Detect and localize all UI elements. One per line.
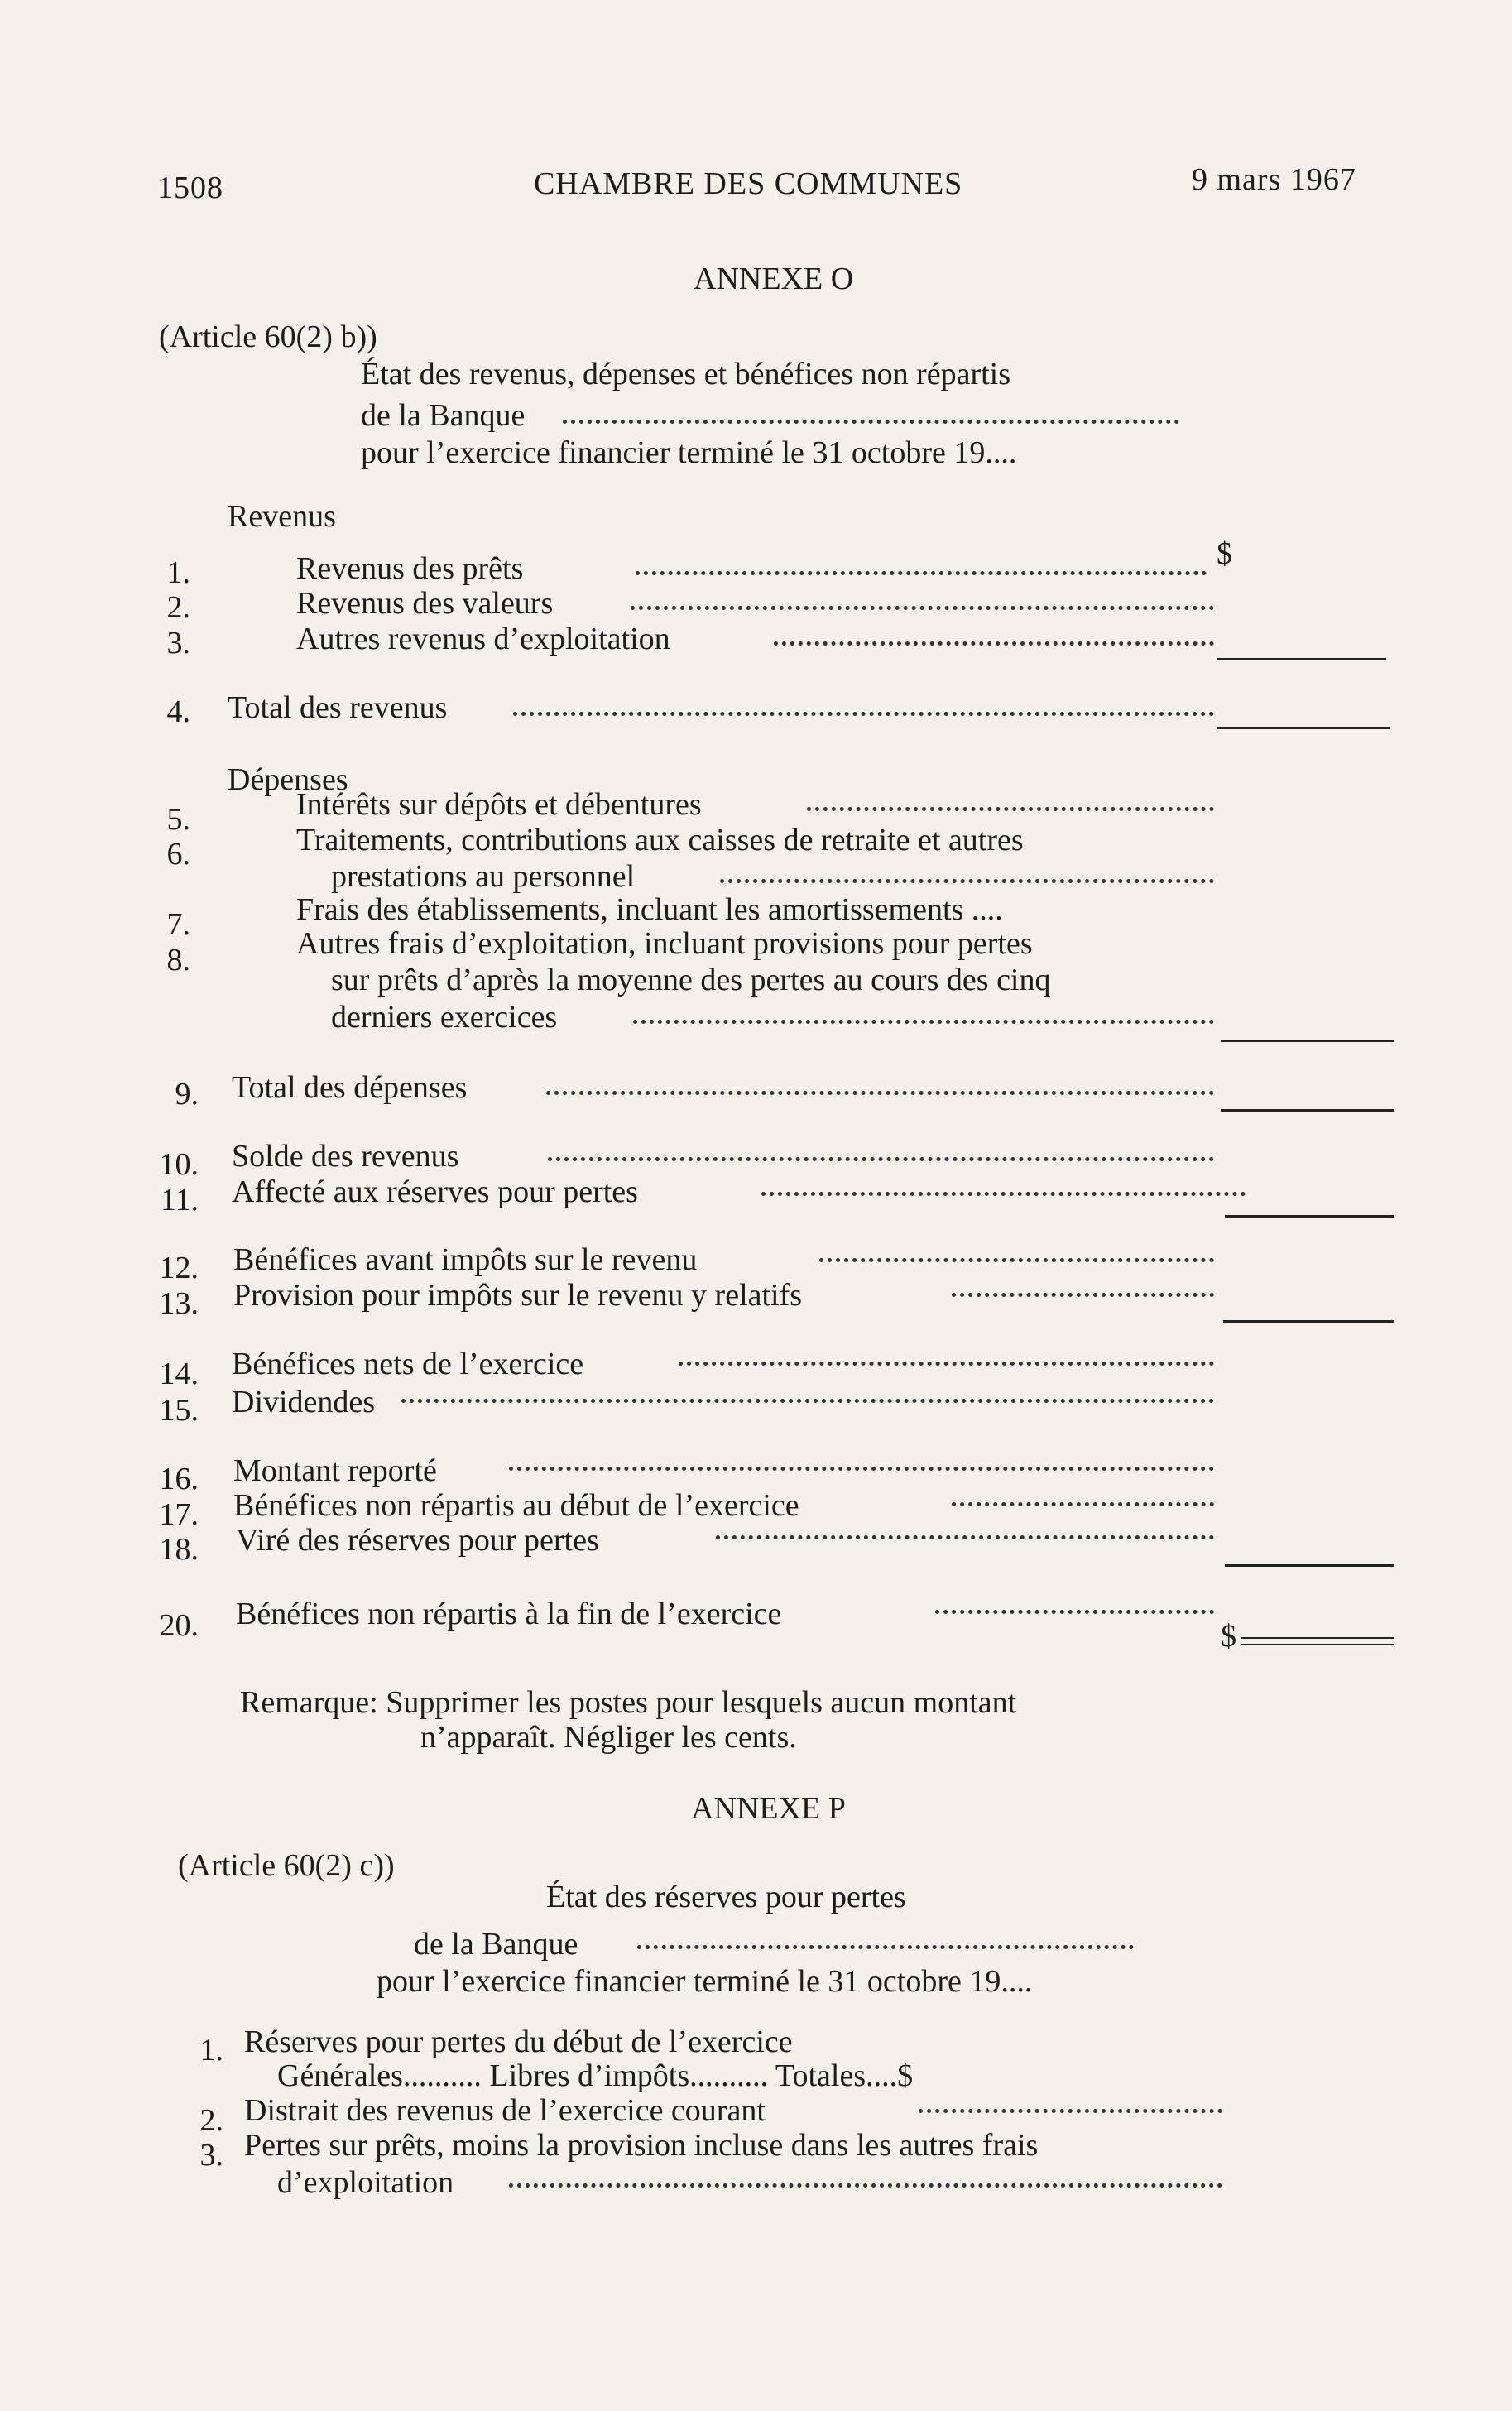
dollar-sign: $ <box>1217 536 1232 571</box>
leader-dots <box>952 1293 1214 1297</box>
item-text-continuation: derniers exercices <box>331 1000 558 1035</box>
item-number: 2. <box>199 2103 223 2138</box>
sum-rule <box>1217 727 1390 729</box>
item-text: Solde des revenus <box>232 1139 459 1174</box>
dollar-sign: $ <box>1221 1619 1236 1654</box>
item-number: 2. <box>166 590 190 625</box>
item-number: 17. <box>159 1497 199 1532</box>
item-text: Revenus des prêts <box>296 551 524 586</box>
annexe-o-statement-line-1: État des revenus, dépenses et bénéfices non répartis <box>361 357 1011 391</box>
item-number: 9. <box>175 1077 199 1112</box>
item-number: 15. <box>159 1393 199 1428</box>
item-number: 18. <box>159 1532 199 1567</box>
leader-dots <box>637 1945 1134 1949</box>
item-text: Autres revenus d’exploitation <box>296 622 670 656</box>
item-number: 12. <box>159 1251 199 1285</box>
sum-rule <box>1221 1109 1394 1112</box>
leader-dots <box>633 1020 1214 1024</box>
sum-rule <box>1217 658 1386 660</box>
item-number: 1. <box>166 555 190 590</box>
item-text-continuation: sur prêts d’après la moyenne des pertes au cours des cinq <box>331 963 1051 997</box>
item-text: Frais des établissements, incluant les amortissements .... <box>296 892 1003 927</box>
item-number: 5. <box>166 802 190 837</box>
item-number: 13. <box>159 1286 199 1321</box>
sum-rule <box>1223 1320 1394 1323</box>
leader-dots <box>761 1192 1246 1196</box>
leader-dots <box>952 1502 1214 1506</box>
item-text: Affecté aux réserves pour pertes <box>232 1174 638 1209</box>
sum-rule <box>1225 1564 1394 1567</box>
leader-dots <box>509 1467 1214 1471</box>
item-text: Distrait des revenus de l’exercice courant <box>244 2093 766 2128</box>
annexe-o-statement-line-3: pour l’exercice financier terminé le 31 octobre 19.... <box>361 435 1017 470</box>
leader-dots <box>935 1610 1214 1614</box>
item-number: 4. <box>166 694 190 729</box>
annexe-o-statement-line-2: de la Banque <box>361 398 526 433</box>
sum-rule <box>1225 1215 1394 1218</box>
item-text: Autres frais d’exploitation, incluant provisions pour pertes <box>296 926 1033 961</box>
item-text: Revenus des valeurs <box>296 586 554 621</box>
item-text: Total des revenus <box>228 690 448 725</box>
sum-rule <box>1221 1040 1394 1042</box>
remarque-line-2: n’apparaît. Négliger les cents. <box>420 1720 797 1755</box>
leader-dots <box>401 1399 1214 1403</box>
annexe-p-statement-line-2: de la Banque <box>414 1927 578 1962</box>
page-number: 1508 <box>157 170 223 205</box>
item-text: Intérêts sur dépôts et débentures <box>296 787 702 822</box>
item-text: Total des dépenses <box>232 1070 468 1105</box>
page-header-title: CHAMBRE DES COMMUNES <box>534 166 963 201</box>
item-text: Bénéfices non répartis au début de l’exercice <box>233 1488 799 1523</box>
item-number: 3. <box>166 626 190 660</box>
item-text: Provision pour impôts sur le revenu y relatifs <box>233 1278 803 1313</box>
leader-dots <box>631 606 1214 610</box>
annexe-p-statement-line-3: pour l’exercice financier terminé le 31 octobre 19.... <box>377 1964 1033 1999</box>
item-number: 14. <box>159 1357 199 1391</box>
annexe-o-title: ANNEXE O <box>694 262 854 296</box>
item-text: Traitements, contributions aux caisses de retraite et autres <box>296 823 1024 857</box>
item-text-continuation: prestations au personnel <box>331 859 636 894</box>
item-text: Dividendes <box>232 1385 376 1419</box>
leader-dots <box>509 2183 1222 2188</box>
item-text: Viré des réserves pour pertes <box>236 1523 599 1558</box>
item-number: 16. <box>159 1462 199 1496</box>
leader-dots <box>548 1157 1214 1161</box>
leader-dots <box>919 2109 1222 2113</box>
depenses-heading: Dépenses <box>228 762 348 797</box>
item-text: Bénéfices non répartis à la fin de l’exercice <box>236 1597 782 1631</box>
leader-dots <box>720 879 1214 883</box>
leader-dots <box>807 807 1214 811</box>
item-number: 8. <box>166 943 190 977</box>
item-text: Générales.......... Libres d’impôts.......... Totales....$ <box>277 2058 914 2093</box>
annexe-p-article: (Article 60(2) c)) <box>178 1848 395 1883</box>
leader-dots <box>774 641 1214 646</box>
leader-dots <box>546 1091 1214 1095</box>
annexe-o-article: (Article 60(2) b)) <box>159 319 377 354</box>
item-text-continuation: d’exploitation <box>277 2165 454 2200</box>
annexe-p-title: ANNEXE P <box>691 1791 846 1826</box>
leader-dots <box>819 1258 1214 1262</box>
item-number: 10. <box>159 1147 199 1182</box>
remarque-line-1: Remarque: Supprimer les postes pour lesquels aucun montant <box>240 1685 1017 1720</box>
item-number: 11. <box>160 1183 199 1218</box>
leader-dots <box>716 1535 1214 1539</box>
revenus-heading: Revenus <box>228 499 336 534</box>
item-text: Bénéfices nets de l’exercice <box>232 1347 584 1381</box>
leader-dots <box>679 1362 1214 1366</box>
item-number: 7. <box>166 907 190 942</box>
annexe-p-statement-line-1: État des réserves pour pertes <box>546 1880 906 1914</box>
leader-dots <box>636 571 1207 575</box>
item-text: Réserves pour pertes du début de l’exercice <box>244 2024 793 2059</box>
double-total-rule <box>1241 1637 1394 1645</box>
item-number: 20. <box>159 1608 199 1643</box>
item-number: 3. <box>199 2138 223 2173</box>
leader-dots <box>563 420 1179 424</box>
item-number: 1. <box>199 2033 223 2068</box>
leader-dots <box>513 712 1214 716</box>
item-text: Montant reporté <box>233 1453 437 1488</box>
item-text: Bénéfices avant impôts sur le revenu <box>233 1242 698 1277</box>
item-text: Pertes sur prêts, moins la provision incluse dans les autres frais <box>244 2128 1039 2163</box>
item-number: 6. <box>166 837 190 872</box>
page-header-date: 9 mars 1967 <box>1192 162 1356 197</box>
